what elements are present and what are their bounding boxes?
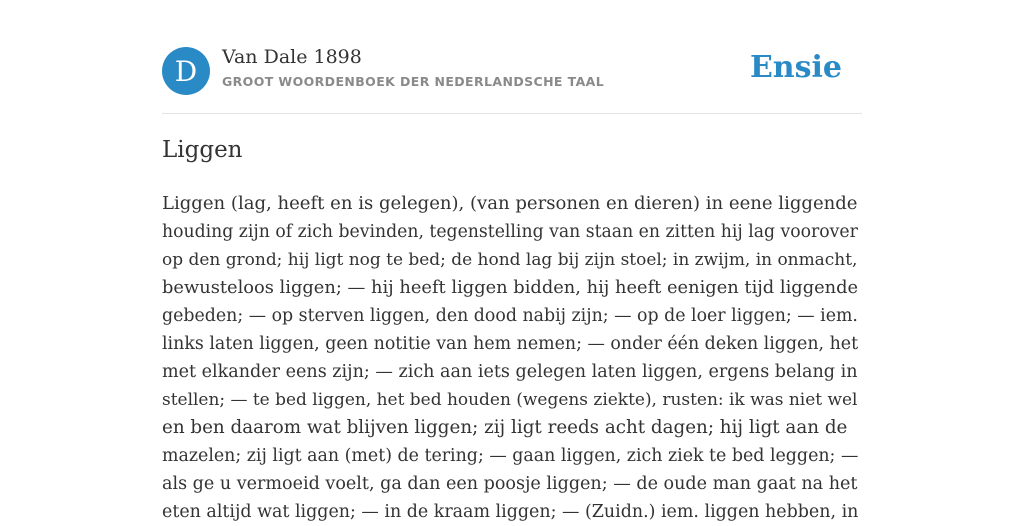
entry-line: houding zijn of zich bevinden, tegenstelling van staan en zitten hij lag voorover: [162, 222, 858, 242]
source-title[interactable]: Van Dale 1898: [222, 46, 362, 68]
entry-line: als ge u vermoeid voelt, ga dan een poosje liggen; — de oude man gaat na het: [162, 474, 858, 494]
entry-line: met elkander eens zijn; — zich aan iets gelegen laten liggen, ergens belang in: [162, 362, 858, 382]
entry-line: mazelen; zij ligt aan (met) de tering; — gaan liggen, zich ziek te bed leggen; —: [162, 446, 859, 466]
entry-line: Liggen (lag, heeft en is gelegen), (van personen en dieren) in eene liggende: [162, 193, 858, 214]
entry-line: stellen; — te bed liggen, het bed houden (wegens ziekte), rusten: ik was niet wel: [162, 390, 858, 410]
entry-body: [162, 190, 862, 526]
entry-title: Liggen: [162, 137, 243, 163]
entry-line: eten altijd wat liggen; — in de kraam liggen; — (Zuidn.) iem. liggen hebben, in: [162, 502, 859, 522]
entry-line: links laten liggen, geen notitie van hem nemen; — onder één deken liggen, het: [162, 334, 859, 354]
entry-line: gebeden; — op sterven liggen, den dood nabij zijn; — op de loer liggen; — iem.: [162, 306, 858, 326]
entry-line: op den grond; hij ligt nog te bed; de hond lag bij zijn stoel; in zwijm, in onmacht,: [162, 250, 858, 270]
entry-line: en ben daarom wat blijven liggen; zij ligt reeds acht dagen; hij ligt aan de: [162, 417, 848, 438]
source-avatar[interactable]: D: [162, 47, 210, 95]
ensie-logo[interactable]: Ensie: [749, 50, 842, 85]
header-divider: [162, 113, 862, 114]
entry-line: bewusteloos liggen; — hij heeft liggen bidden, hij heeft eenigen tijd liggende: [162, 277, 859, 298]
source-subtitle: GROOT WOORDENBOEK DER NEDERLANDSCHE TAAL: [222, 74, 605, 89]
site-header: [162, 46, 862, 98]
